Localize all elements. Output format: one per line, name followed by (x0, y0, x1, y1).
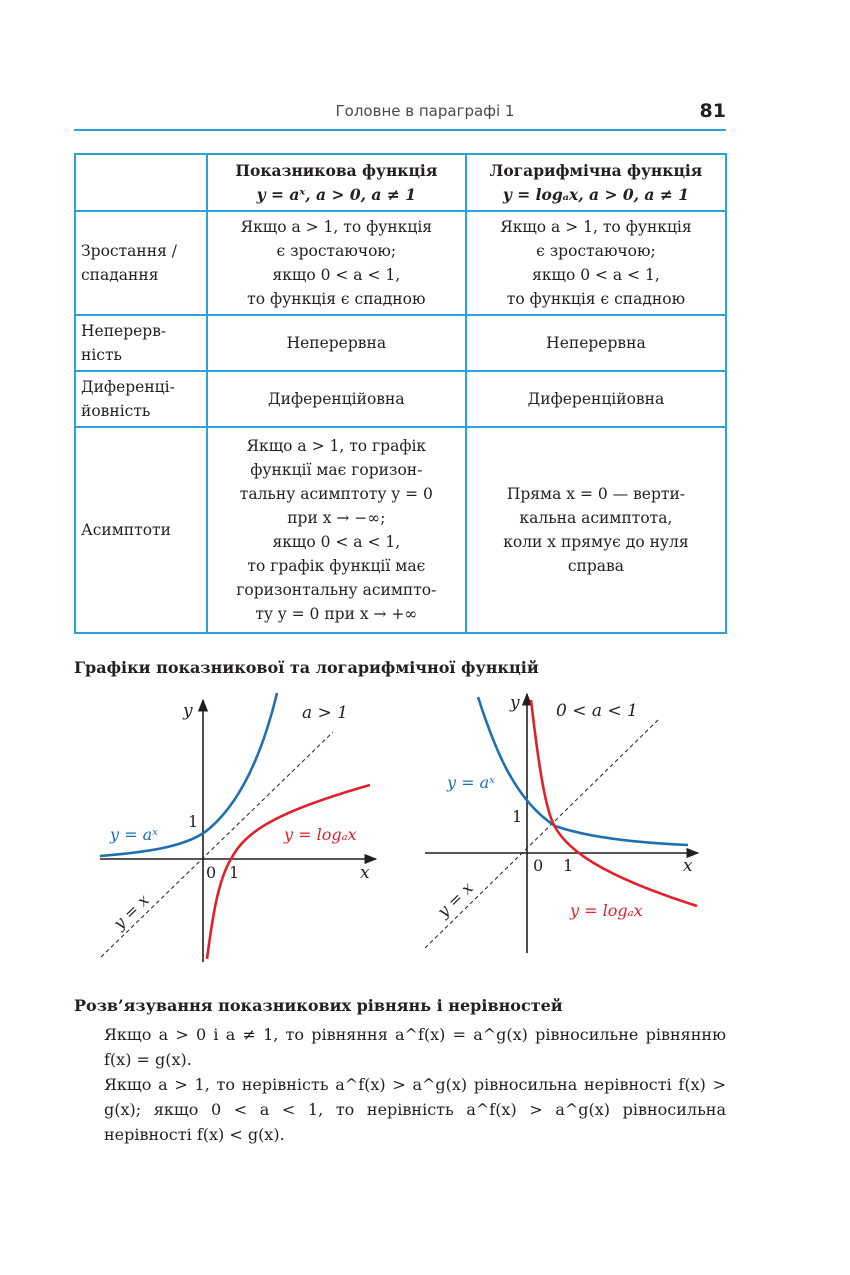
cell-line: то функція є спадною (247, 290, 426, 308)
cell-line: є зростаючою; (276, 242, 397, 260)
cell-line: якщо 0 < a < 1, (272, 266, 401, 284)
exp-label: y = aˣ (447, 773, 495, 792)
condition-label: 0 < a < 1 (556, 701, 638, 721)
function-graphs (0, 680, 850, 980)
cell-exponential (207, 427, 466, 633)
graphs-section-title: Графіки показникової та логарифмічної функцій (74, 658, 539, 677)
header-rule (74, 129, 726, 131)
cell-line: Якщо a > 1, то функція (500, 218, 692, 236)
y-one-label: 1 (188, 812, 199, 831)
row-label (75, 371, 207, 427)
cell-line: тальну асимптоту y = 0 (239, 485, 433, 503)
origin-label: 0 (206, 863, 217, 882)
cell-line: кальна асимптота, (519, 509, 673, 527)
graph-a-less-1 (425, 693, 698, 953)
row-label (75, 427, 207, 633)
solving-text (104, 1022, 726, 1147)
y-axis-label: y (510, 693, 520, 713)
log-label: y = logₐx (284, 825, 357, 844)
diag-label: y = x (109, 890, 153, 933)
cell-line: при x → −∞; (287, 509, 386, 527)
cell-line: йовність (81, 402, 151, 420)
row-label (75, 315, 207, 371)
cell-exponential (207, 211, 466, 315)
comparison-table (74, 153, 727, 634)
cell-line: ність (81, 346, 122, 364)
col-header-title: Логарифмічна функція (489, 160, 703, 180)
table-row (75, 211, 726, 315)
log-label: y = logₐx (570, 901, 643, 920)
cell-line: коли x прямує до нуля (503, 533, 689, 551)
table-corner-cell (75, 154, 207, 211)
solving-section-title: Розв’язування показникових рівнянь і нерівностей (74, 996, 563, 1015)
cell-logarithmic (466, 371, 726, 427)
diag-label: y = x (433, 878, 477, 921)
cell-line: то функція є спадною (506, 290, 686, 308)
cell-line: Неперервна (546, 334, 646, 352)
cell-exponential (207, 315, 466, 371)
cell-line: Пряма x = 0 — верти- (506, 485, 686, 503)
x-one-label: 1 (229, 863, 240, 882)
cell-line: Зростання / (81, 242, 177, 260)
cell-line: є зростаючою; (536, 242, 656, 260)
paragraph-inequality (104, 1072, 726, 1147)
page-number: 81 (699, 100, 726, 122)
cell-line: Неперервна (286, 334, 387, 352)
cell-line: горизонтальну асимпто- (236, 581, 437, 599)
col-header-formula: y = aˣ, a > 0, a ≠ 1 (256, 184, 417, 204)
col-header-title: Показникова функція (235, 160, 438, 180)
table-row (75, 371, 726, 427)
cell-line: якщо 0 < a < 1, (532, 266, 660, 284)
para2-text: Якщо a > 1, то нерівність a^f(x) > a^g(x) рівносильна нерівності f(x) > g(x); якщо 0 < a < 1, то нерівність a^f(x) > a^g(x) рівносильна нерівності f(x) < g(x). (104, 1075, 726, 1144)
condition-label: a > 1 (302, 703, 349, 723)
y-axis-label: y (183, 701, 193, 721)
cell-line: якщо 0 < a < 1, (272, 533, 401, 551)
table-body (75, 211, 726, 633)
origin-label: 0 (533, 856, 544, 875)
col-header-formula: y = logₐx, a > 0, a ≠ 1 (502, 184, 690, 204)
cell-line: функції має горизон- (250, 461, 423, 479)
cell-line: спадання (81, 266, 159, 284)
cell-line: Якщо a > 1, то функція (240, 218, 433, 236)
cell-logarithmic (466, 211, 726, 315)
x-one-label: 1 (563, 856, 574, 875)
cell-line: справа (567, 557, 625, 575)
y-one-label: 1 (512, 807, 523, 826)
table-header-row (75, 154, 726, 211)
cell-line: то графік функції має (247, 557, 426, 575)
diagonal-line (101, 732, 333, 957)
cell-logarithmic (466, 315, 726, 371)
cell-line: Якщо a > 1, то графік (246, 437, 427, 455)
exp-label: y = aˣ (110, 825, 158, 844)
cell-exponential (207, 371, 466, 427)
logarithmic-curve (531, 700, 697, 906)
x-axis-label: x (360, 863, 370, 883)
table-row (75, 315, 726, 371)
cell-logarithmic (466, 427, 726, 633)
cell-line: Диференційовна (268, 390, 405, 408)
graph-a-greater-1 (100, 693, 376, 962)
running-header: Головне в параграфі 1 (335, 102, 515, 120)
table-row (75, 427, 726, 633)
cell-line: Диференційовна (527, 390, 665, 408)
cell-line: ту y = 0 при x → +∞ (255, 605, 418, 623)
x-axis-label: x (683, 856, 693, 876)
col-header-exponential (207, 154, 466, 211)
col-header-logarithmic (466, 154, 726, 211)
paragraph-equation (104, 1022, 726, 1072)
para1-text: Якщо a > 0 і a ≠ 1, то рівняння a^f(x) = a^g(x) рівносильне рівнянню f(x) = g(x). (104, 1025, 726, 1069)
cell-line: Асимптоти (81, 521, 171, 539)
row-label (75, 211, 207, 315)
cell-line: Диференці- (81, 378, 175, 396)
cell-line: Неперерв- (81, 322, 167, 340)
